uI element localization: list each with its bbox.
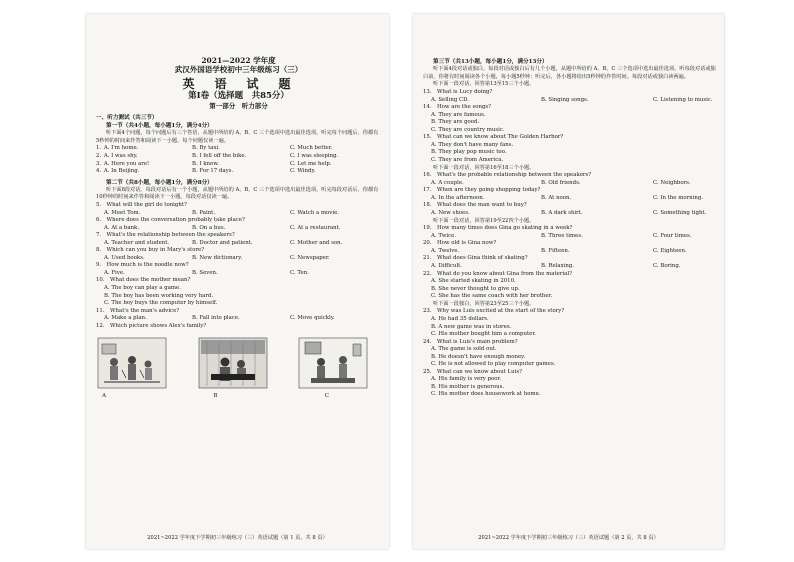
options-5 [96,210,381,218]
page-footer-2: 2021~2022 学年度下学期初三年级练习（三）英语试题（第 2 页，共 8 页） [478,535,659,541]
option-4c: C. Windy. [290,168,316,175]
options-2 [96,153,381,161]
option-1a-text: A. I'm home. [103,145,139,152]
exam-page-2 [413,14,724,549]
header-part: 第一部分 听力部分 [209,102,268,110]
picture-label-c: C [324,393,329,400]
option-13a: A. Selling CD. [431,96,469,103]
question-15: 15. What can we know about The Golden Harbor? [423,134,564,141]
option-18b: B. A dark shirt. [541,210,583,217]
option-14a: A. They are famous. [431,111,486,118]
option-4b: B. For 17 days. [192,168,234,175]
option-1b: B. By taxi. [192,145,220,152]
option-15a: A. They don't have many fans. [431,141,514,148]
option-22b: B. She never thought to give up. [431,285,520,292]
question-18: 18. What does the man want to buy? [423,202,527,209]
option-17b: B. At noon. [541,194,572,201]
option-21b: B. Relaxing. [541,263,574,269]
option-19a: A. Twice. [431,232,456,239]
picture-label-b: B [213,393,218,400]
options-3 [96,161,381,169]
question-number-1: 1. [96,145,102,152]
picture-labels [96,393,381,399]
option-2a [96,153,192,161]
option-15c: C. They are from America. [431,157,504,164]
question-24: 24. What is Luis's main problem? [423,338,518,345]
section-1-title: 第一节（共4小题，每小题1分，满分4分） [106,123,213,129]
option-17c: C. In the morning. [653,194,703,201]
options-16 [423,180,716,188]
option-25a: A. His family is very poor. [431,376,502,383]
picture-label-a: A [102,393,107,400]
option-16b: B. Old friends. [541,179,581,186]
option-18a: A. New shoes. [431,210,470,217]
option-9a: A. Five. [104,269,125,276]
option-11c: C. Move quickly. [290,315,335,322]
section-2-instructions: 听下面8段对话。每段对话后有一个小题，从题中所给的 A、B、C 三个选项中选出最佳选项。听完每段对话后，你都有10秒钟的时间来作答和阅读下一小题。每段对话仅读一遍。 [96,186,379,201]
family-picture-a [96,334,168,392]
header-volume: 第Ⅰ卷（选择题 共85分） [188,91,289,101]
option-1a [96,145,192,153]
options-9 [96,270,381,278]
option-10a: A. The boy can play a game. [104,285,181,292]
option-22a: A. She started skating in 2010. [431,278,516,285]
question-14: 14. How are the songs? [423,104,492,111]
option-1c: C. Much better. [290,145,333,152]
option-10c: C. The boy buys the computer by himself. [104,300,218,307]
question-25: 25. What can we know about Luis? [423,368,523,375]
options-7 [96,240,381,248]
option-2a-text: A. I was shy. [103,152,138,159]
question-5: 5. What will the girl do tonight? [96,202,187,208]
option-9b: B. Seven. [192,269,218,276]
option-17a: A. In the afternoon. [431,194,485,201]
option-20c: C. Eighteen. [653,247,687,254]
option-22c: C. She has the same coach with her brother. [431,293,553,300]
questions-16-18 [423,172,716,217]
option-6a: A. At a bank. [104,224,140,231]
option-6c: C. At a restaurant. [290,224,341,231]
question-19: 19. How many times does Gina go skating in a week? [423,225,573,232]
option-5b: B. Paint. [192,209,216,216]
option-24b: B. He doesn't have enough money. [431,353,526,360]
option-20b: B. Fifteen. [541,247,570,254]
option-25c: C. His mother does housework at home. [431,391,541,398]
option-16a: A. A couple. [431,179,464,186]
option-11a: A. Make a plan. [104,315,147,322]
option-2b: B. I fell off the bike. [192,152,247,159]
option-4a-text: A. In Beijing. [103,168,140,175]
option-25b: B. His mother is generous. [431,383,505,390]
option-14c: C. They are country music. [431,126,505,133]
option-16c: C. Neighbors. [653,179,691,186]
question-21: 21. What does Gina think of skating? [423,255,528,262]
question-7: 7. What's the relationship between the speakers? [96,232,235,239]
question-23: 23. Why was Luis excited at the start of the story? [423,308,565,315]
question-16: 16. What's the probable relationship between the speakers? [423,172,592,179]
option-7b: B. Doctor and patient. [192,239,253,246]
question-11: 11. What's the man's advice? [96,307,180,314]
note-16-18: 听下面一段对话，回答第16至18三个小题。 [433,164,535,171]
option-24c: C. He is not allowed to play computer games. [431,361,556,368]
family-picture-c [297,334,369,392]
option-10b: B. The boy has been working very hard. [104,292,214,299]
option-24a: A. The game is sold out. [431,346,497,353]
option-15b: B. They play pop music too. [431,149,507,156]
family-pictures [96,334,381,392]
options-11 [96,315,381,323]
exam-page-1 [86,14,389,549]
header-school: 武汉外国语学校初中三年级练习（三） [174,65,303,74]
question-20: 20. How old is Gina now? [423,240,497,247]
section-3-instructions: 听下面4段对话或独白。每段对话或独白后有几个小题，从题中所给的 A、B、C 三个选项中选出最佳选项。听每段对话或独白前，你将有时间阅读各个小题，每小题5秒钟；听完后，各小题将给出5秒钟的作答时间。每段对话或独白读两遍。 [423,66,716,80]
section-1-instructions: 听下面4个问题，每个问题后有三个答语，从题中所给的 A、B、C 三个选项中选出最佳选项。听完每个问题后，你都有5秒钟的时间来作答和阅读下一小题。每个问题仅读一遍。 [96,130,379,144]
questions-5-9 [96,202,381,277]
section-3-title: 第三节（共13小题，每小题1分，满分13分） [433,59,548,65]
question-6: 6. Where does the conversation probably take place? [96,217,245,224]
options-4 [96,168,381,176]
options-18 [423,210,716,218]
option-3a [96,161,192,169]
option-3b: B. I know. [192,160,219,167]
option-21a: A. Difficult. [431,263,463,269]
option-7c: C. Mother and son. [290,239,343,246]
header-title: 英 语 试 题 [182,77,295,91]
option-20a: A. Twelve. [431,247,460,254]
questions-19-21 [423,225,716,270]
option-8b: B. New dictionary. [192,254,243,261]
options-6 [96,225,381,233]
note-23-25: 听下面一段独白，回答第23至25三个小题。 [433,300,535,307]
option-19c: C. Four times. [653,232,692,239]
question-13-block [423,89,716,104]
option-18c: C. Something tight. [653,210,707,217]
option-4a [96,168,192,176]
note-19-22: 听下面一段对话，回答第19至22四个小题。 [433,217,535,224]
option-11b: B. Fall into place. [192,315,240,322]
option-19b: B. Three times. [541,232,583,239]
options-13 [423,97,716,105]
option-3c: C. Let me help. [290,160,332,167]
questions-1-4 [96,145,381,175]
option-2c: C. I was sleeping. [290,152,339,159]
option-8c: C. Newspaper. [290,254,330,261]
option-23b: B. A new game was in stores. [431,323,512,330]
option-14b: B. They are good. [431,119,480,126]
question-9: 9. How much is the noodle now? [96,262,189,269]
options-8 [96,255,381,263]
options-19 [423,233,716,241]
question-10: 10. What does the mother mean? [96,277,191,284]
question-22: 22. What do you know about Gina from the material? [423,270,572,277]
question-12: 12. Which picture shows Alex's family? [96,322,207,329]
page-footer-1: 2021~2022 学年度下学期初三年级练习（三）英语试题（第 1 页，共 8 页） [147,535,328,541]
option-13c: C. Listening to music. [653,96,713,103]
option-8a: A. Used books. [104,254,145,261]
option-7a: A. Teacher and student. [104,239,170,246]
options-20 [423,248,716,256]
note-13-15: 听下面一段对话，回答第13至15三个小题。 [433,81,535,88]
option-13b: B. Singing songs. [541,96,589,103]
section-listening: 一、听力测试（共三节） [96,115,158,121]
question-13: 13. What is Lucy doing? [423,89,493,96]
option-5a: A. Meet Tom. [104,209,141,216]
header-year: 2021—2022 学年度 [201,56,276,65]
question-number-3: 3. [96,160,102,167]
section-2-title: 第二节（共8小题，每小题1分，满分8分） [106,179,213,186]
option-5c: C. Watch a movie. [290,209,339,216]
option-3a-text: A. Here you are! [103,160,150,167]
question-number-4: 4. [96,168,102,175]
option-21c: C. Boring. [653,263,681,269]
question-number-2: 2. [96,152,102,159]
option-9c: C. Ten. [290,269,309,276]
options-17 [423,195,716,203]
question-17: 17. When are they going shopping today? [423,187,541,194]
options-1 [96,145,381,153]
option-23c: C. His mother bought him a computer. [431,331,537,338]
option-6b: B. On a bus. [192,224,226,231]
question-8: 8. Which can you buy in Mary's store? [96,247,205,254]
option-23a: A. He had 35 dollars. [431,315,489,322]
options-21 [423,263,716,271]
family-picture-b [197,334,269,392]
